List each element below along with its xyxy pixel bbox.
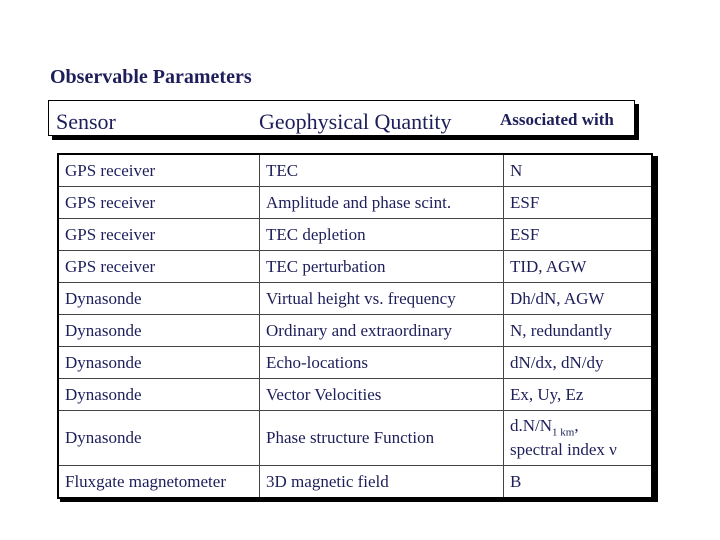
cell-associated: Dh/dN, AGW bbox=[503, 283, 652, 315]
cell-associated: TID, AGW bbox=[503, 251, 652, 283]
table-row bbox=[58, 251, 652, 283]
table-row bbox=[58, 466, 652, 499]
cell-quantity: Echo-locations bbox=[260, 347, 504, 379]
table-row bbox=[58, 219, 652, 251]
cell-quantity: Vector Velocities bbox=[260, 379, 504, 411]
cell-sensor: GPS receiver bbox=[58, 251, 260, 283]
cell-sensor: GPS receiver bbox=[58, 187, 260, 219]
table-row bbox=[58, 411, 652, 466]
cell-associated: ESF bbox=[503, 187, 652, 219]
header-geophysical-quantity: Geophysical Quantity bbox=[259, 109, 452, 134]
cell-quantity: Phase structure Function bbox=[260, 411, 504, 466]
cell-associated: B bbox=[503, 466, 652, 499]
cell-associated: N, redundantly bbox=[503, 315, 652, 347]
header-associated-with: Associated with bbox=[500, 110, 614, 129]
cell-sensor: GPS receiver bbox=[58, 154, 260, 187]
table-row bbox=[58, 283, 652, 315]
table-row bbox=[58, 347, 652, 379]
assoc-line2: spectral index ν bbox=[509, 440, 617, 460]
assoc-main: d.N/N bbox=[509, 415, 553, 435]
parameters-table bbox=[57, 153, 653, 499]
cell-associated bbox=[503, 411, 652, 466]
table-row bbox=[58, 187, 652, 219]
cell-quantity: TEC depletion bbox=[260, 219, 504, 251]
cell-sensor: Fluxgate magnetometer bbox=[58, 466, 260, 499]
cell-sensor: Dynasonde bbox=[58, 315, 260, 347]
cell-associated: ESF bbox=[503, 219, 652, 251]
page-title: Observable Parameters bbox=[50, 66, 252, 88]
table-row bbox=[58, 379, 652, 411]
cell-quantity: TEC bbox=[260, 154, 504, 187]
table-header-box bbox=[48, 100, 637, 140]
cell-sensor: Dynasonde bbox=[58, 283, 260, 315]
cell-associated: dN/dx, dN/dy bbox=[503, 347, 652, 379]
cell-quantity: TEC perturbation bbox=[260, 251, 504, 283]
table-row bbox=[58, 154, 652, 187]
assoc-tail: , bbox=[574, 415, 579, 435]
cell-associated: Ex, Uy, Ez bbox=[503, 379, 652, 411]
assoc-subscript: 1 km bbox=[552, 426, 575, 439]
cell-quantity: Amplitude and phase scint. bbox=[260, 187, 504, 219]
header-sensor: Sensor bbox=[56, 109, 116, 134]
cell-sensor: Dynasonde bbox=[58, 347, 260, 379]
cell-quantity: Virtual height vs. frequency bbox=[260, 283, 504, 315]
cell-quantity: 3D magnetic field bbox=[260, 466, 504, 499]
cell-quantity: Ordinary and extraordinary bbox=[260, 315, 504, 347]
cell-sensor: Dynasonde bbox=[58, 379, 260, 411]
cell-sensor: GPS receiver bbox=[58, 219, 260, 251]
table-row bbox=[58, 315, 652, 347]
cell-associated: N bbox=[503, 154, 652, 187]
table-header bbox=[48, 100, 635, 136]
cell-sensor: Dynasonde bbox=[58, 411, 260, 466]
parameters-table-box bbox=[60, 156, 658, 502]
